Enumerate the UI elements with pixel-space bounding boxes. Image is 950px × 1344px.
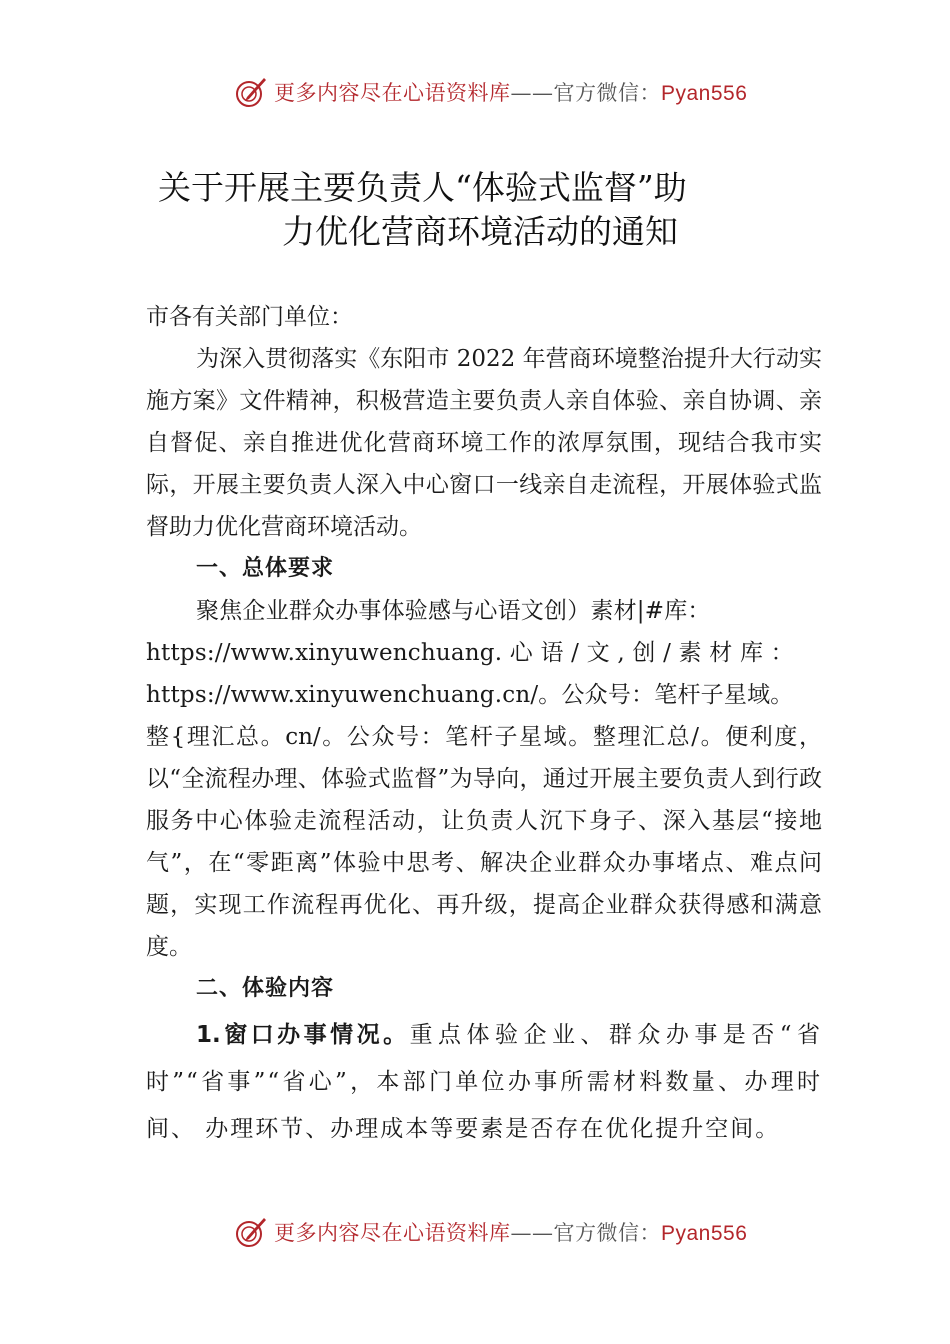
section1-paragraph: 整{理汇总。cn/。公众号：笔杆子星域。整理汇总/。便利度，以“全流程办理、体验式监督”为导向，通过开展主要负责人到行政服务中心体验走流程活动，让负责人沉下身子、深入基层“接地气”，在“零距离”体验中思考、解决企业群众办事堵点、难点问题，实现工作流程再优化、再升级，提高企业群众获得感和满意度。 bbox=[146, 724, 822, 960]
section-heading-1: 一、总体要求 bbox=[196, 556, 335, 581]
section1-line-3: https://www.xinyuwenchuang.cn/。公众号：笔杆子星域。 bbox=[146, 682, 794, 708]
section1-line-1: 聚焦企业群众办事体验感与心语文创）素材|#库： bbox=[196, 598, 711, 624]
document-body bbox=[146, 296, 822, 1153]
item-1-title: 1.窗口办事情况。 bbox=[196, 1022, 410, 1048]
item-1-text: 重点体验企业、群众办事是否“省时”“省事”“省心”，本部门单位办事所需材料数量、办理时间、 办理环节、办理成本等要素是否存在优化提升空间。 bbox=[146, 1022, 822, 1142]
quill-logo-icon bbox=[234, 75, 268, 109]
section-heading-2: 二、体验内容 bbox=[196, 976, 335, 1001]
banner-text: 更多内容尽在心语资料库——官方微信：Pyan556 bbox=[274, 1221, 748, 1245]
section1-line-2: https://www.xinyuwenchuang. 心 语 / 文 , 创 / 素 材 库 ： bbox=[146, 640, 794, 666]
item-1-paragraph bbox=[146, 1012, 822, 1153]
title-line-2: 力优化营商环境活动的通知 bbox=[282, 212, 678, 251]
intro-paragraph: 为深入贯彻落实《东阳市 2022 年营商环境整治提升大行动实施方案》文件精神，积极营造主要负责人亲自体验、亲自协调、亲自督促、亲自推进优化营商环境工作的浓厚氛围，现结合我市实际，开展主要负责人深入中心窗口一线亲自走流程，开展体验式监督助力优化营商环境活动。 bbox=[146, 346, 822, 540]
quill-logo-icon bbox=[234, 1215, 268, 1249]
header-banner bbox=[234, 72, 747, 112]
footer-banner bbox=[234, 1212, 747, 1252]
salutation: 市各有关部门单位： bbox=[146, 304, 353, 330]
banner-text: 更多内容尽在心语资料库——官方微信：Pyan556 bbox=[274, 81, 748, 105]
title-line-1: 关于开展主要负责人“体验式监督”助 bbox=[158, 168, 687, 207]
